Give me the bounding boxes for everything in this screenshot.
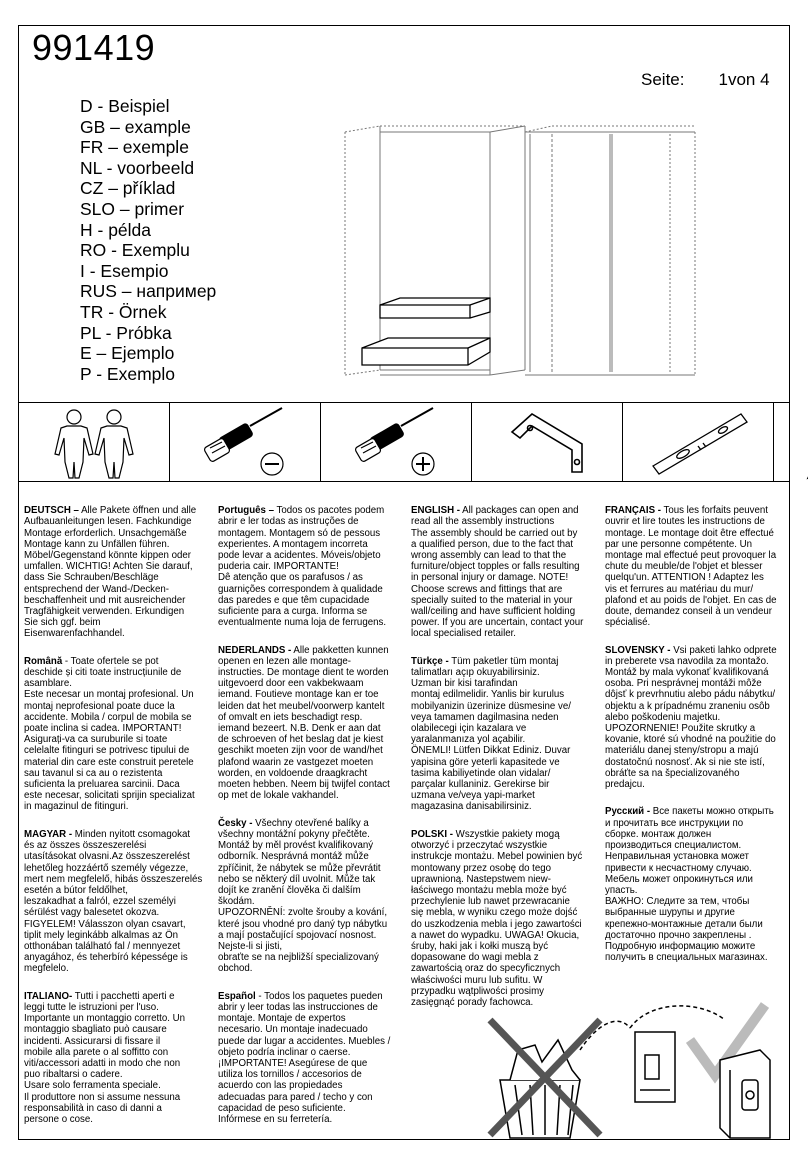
language-item: RO - Exemplu: [80, 240, 190, 261]
warning-title: Česky -: [218, 817, 253, 829]
warning-body: Alle Pakete öffnen und alle Aufbauanleitungen lesen. Fachkundige Montage erforderlich. Unsachgemäße Montage kann zu Unfällen führen. Möbel/Gegenstand könnte kippen oder umfallen. WICHTIG! Achten Sie darauf, dass Sie Schrauben/Beschläge entsprechend der Wand-/Decken- beschaffenheit und mit ausreichender Tragfähigkeit verwenden. Erkundigen Sie sich ggf. beim Eisenwarenfachhandel.: [24, 505, 197, 640]
warning-es: [218, 991, 406, 1125]
language-item: TR - Örnek: [80, 301, 167, 322]
tool-level: [622, 403, 773, 481]
warning-nl: [218, 645, 406, 802]
warning-body: Alle pakketten kunnen openen en lezen alle montage- instructies. De montage dient te worden uitgevoerd door een vakbekwaam iemand. Foutieve montage kan er toe leiden dat het meubel/voorwerp kantelt of omvalt en iets beschadigt resp. iemand bezeert. N.B. Denk er aan dat de schroeven of het beslag dat je kiest geschikt moeten zijn voor de wand/het plafond waarin ze vastgezet moeten worden, en voldoende draagkracht moeten hebben. Neem bij twijfel contact op met de lokale vakhandel.: [218, 644, 390, 802]
warning-pt: [218, 505, 406, 628]
flathead-screwdriver-icon: [170, 404, 320, 480]
tool-bracket: [471, 403, 622, 481]
language-item: D - Beispiel: [80, 96, 170, 116]
warning-body: Všechny otevřené balíky a všechny montážní pokyny přečtěte. Montáž by měl provést kvalifikovaný odborník. Nesprávná montáž může zpříčinit, že nábytek se může převrátit nebo se některý díl uvolnit. Může tak dojít ke zranění člověka či dalším škodám. UPOZORNĚNÍ: zvolte šrouby a kování, které jsou vhodné pro daný typ nábytku a mají postačující spojovací nosnost. Nejste-li si jisti, obraťte se na nejbližší specializovaný obchod.: [218, 817, 388, 975]
language-item: E – Ejemplo: [80, 343, 175, 364]
warning-ro: [24, 656, 214, 813]
warning-title: Português –: [218, 505, 274, 517]
warning-cz: [218, 818, 406, 975]
language-item: PL - Próbka: [80, 322, 172, 343]
warning-sk: [605, 645, 785, 791]
warning-body: Vsi paketi lahko odprete in preberete vsa navodila za montažo. Montáž by mala vykonať kvalifikovaná osoba. Pri nesprávnej montáži môže dôjsť k prevrhnutiu alebo pádu nábytku/ objektu a k prípadnému zraneniu osôb alebo poškodeniu majetku. UPOZORNENIE! Použite skrutky a kovanie, ktoré sú vhodné na použitie do materiálu danej steny/stropu a majú dostatočnú nosnosť. Ak si nie ste istí, obráťte sa na špecializovaného predajcu.: [605, 644, 777, 791]
page-value: 1von 4: [718, 70, 770, 89]
wall-bracket-icon: [472, 404, 622, 480]
language-item: CZ – příklad: [80, 178, 176, 199]
language-item: GB – example: [80, 116, 191, 137]
page-indicator: [641, 70, 770, 90]
warning-column-4: [605, 494, 785, 980]
warning-body: Все пакеты можно открыть и прочитать все инструкции по сборке. монтаж должен производиться специалистом. Неправильная установка может привести к несчастному случаю. Мебель может опрокинуться или упасть. ВАЖНО: Следите за тем, чтобы выбранные шурупы и другие крепежно-монтажные детали были достаточно прочно закреплены . Подробную информацию можите получить в специальных магазинах.: [605, 806, 774, 964]
warning-de: [24, 505, 214, 639]
warning-en: [411, 505, 601, 639]
warning-hu: [24, 829, 214, 975]
warning-title: SLOVENSKY -: [605, 644, 671, 656]
tools-strip: [18, 402, 790, 482]
warning-tr: [411, 656, 601, 813]
language-item: I - Esempio: [80, 260, 169, 281]
warning-body: Tous les forfaits peuvent ouvrir et lire toutes les instructions de montage. Le montage doit être effectué par une personne compétente. Un montage mal effectué peut provoquer la chute du meuble/de l'objet et blesser quelqu'un. ATTENTION ! Adaptez les vis et ferrures au matériau du mur/ plafond et au poids de l'objet. En cas de doute, demandez conseil à un vendeur spécialisé.: [605, 505, 777, 629]
language-item: NL - voorbeeld: [80, 157, 195, 178]
language-item: SLO – primer: [80, 198, 185, 219]
tool-phillips: [320, 403, 471, 481]
warning-body: Wszystkie pakiety mogą otworzyć i przeczytać wszystkie instrukcje montażu. Mebel powinien być montowany przez osobę do tego uprawnioną. Nastepstwem niew- łaściwego montażu mebla może być przechylenie lub nawet przewracanie się mebla, w wyniku czego może dojść do uszkodzenia mebla i jego zawartości a nawet do wypadku. UWAGA! Okucia, śruby, haki jak i kołki muszą być dopasowane do wagi mebla z zawartością oraz do specyficznych właściwości muru lub sufitu. W przypadku wątpliwości prosimy zasięgnąć porady fachowca.: [411, 828, 583, 1008]
warning-body: Minden nyitott csomagokat és az összes összeszerelési utasításokat olvasni.Az összeszerelést lehetőleg hozzáértő személy végezze, mert nem megfelelő, hibás összeszerelés esetén a bútor feldőlhet, leszakadhat a falról, ezzel személyi sérülést vagy balesetet okozva. FIGYELEM! Válasszon olyan csavart, tiplit mely leginkább alkalmas az Ön otthonában található fal / mennyezet anyagához, és teherbíró képessége is megfelelo.: [24, 828, 203, 975]
warning-column-1: [24, 494, 214, 1141]
keep-instructions-illustration: [480, 1000, 780, 1140]
warning-title: NEDERLANDS -: [218, 644, 292, 656]
warning-title: FRANÇAIS -: [605, 505, 661, 517]
spirit-level-icon: [623, 404, 773, 480]
binder-icon: [720, 1050, 770, 1138]
warning-body: - Todos los paquetes pueden abrir y leer todas las instrucciones de montaje. Montaje de expertos necesario. Un montaje inadecuado puede dar lugar a accidentes. Muebles / objeto podría inclinar o caerse. ¡IMPORTANTE! Asegúrese de que utiliza los tornillos / accesorios de acuerdo con las propiedades adecuadas para pared / techo y con capacidad de peso suficiente. Infórmese en su ferretería.: [218, 990, 391, 1125]
warning-title: MAGYAR -: [24, 828, 73, 840]
language-item: FR – exemple: [80, 137, 189, 158]
warning-title: ITALIANO-: [24, 990, 73, 1002]
tool-persons: [18, 403, 169, 481]
warning-title: POLSKI -: [411, 828, 453, 840]
language-list: [80, 96, 216, 384]
phillips-screwdriver-icon: [321, 404, 471, 480]
warning-title: ENGLISH -: [411, 505, 460, 517]
warning-it: [24, 991, 214, 1125]
document-number: 991419: [32, 27, 156, 68]
warning-body: All packages can open and read all the assembly instructions The assembly should be carried out by a qualified person, due to the fact that wrong assembly can lead to that the furniture/object topples or falls resulting in personal injury or damage. NOTE! Choose screws and fittings that are specially suited to the material in your wall/ceiling and have sufficient holding power. If you are uncertain, contact your local specialised retailer.: [411, 505, 584, 640]
language-item: RUS – например: [80, 281, 217, 302]
warning-ru: [605, 806, 785, 963]
warning-body: Tüm paketler tüm montaj talimatları açıp okuyabilirsiniz. Uzman bir kisi tarafindan montaj edilmelidir. Yanlis bir kurulus mobilyanizin üzerinize düsmesine ve/ veya tamamen dagilmasina neden olabilecegi için kazalara ve yaralanmanıza yol açabilir. ÖNEMLI! Lütfen Dikkat Ediniz. Duvar yapisina göre yeterli kapasitede ve tasima kabiliyetinde olan vidalar/ parçalar kullaniniz. Gerekirse bir uzmana ve/veya yapi-market magazasina danisabilirsiniz.: [411, 655, 571, 813]
warning-fr: [605, 505, 785, 628]
instruction-sheet-icon: [635, 1032, 675, 1102]
tool-pencil: [773, 403, 808, 481]
warning-title: Русский -: [605, 806, 651, 818]
language-item: H - példa: [80, 219, 152, 240]
tool-flathead: [169, 403, 320, 481]
page-label: Seite:: [641, 70, 685, 89]
warning-column-2: [218, 494, 406, 1141]
language-item: P - Exemplo: [80, 363, 175, 384]
warning-body: Tutti i pacchetti aperti e leggi tutte le istruzioni per l'uso. Importante un montaggio corretto. Un montaggio sbagliato può causare incidenti. Assicurarsi di fissare il mobile alla parete o al soffitto con viti/accessori adatti in modo che non puo ribaltarsi o cadere. Usare solo ferramenta speciale. Il produttore non si assume nessuna responsabilità in caso di danni a persone o cose.: [24, 990, 186, 1125]
warning-title: Türkçe -: [411, 655, 449, 667]
wardrobe-illustration: [340, 120, 700, 390]
two-persons-icon: [19, 404, 169, 480]
pencil-icon: [774, 404, 808, 480]
warning-pl: [411, 829, 601, 1008]
warning-title: Español: [218, 990, 256, 1002]
warning-body: - Toate ofertele se pot deschide și citi toate instrucțiunile de asamblare. Este necesar un montaj profesional. Un montaj neprofesional poate duce la accidente. Mobila / corpul de mobila se poate inclina si cadea. IMPORTANT! Asigurați-va ca suruburile si toate celelalte fitinguri se potrivesc tipului de material din care este construit peretele sau tavanul si ca au o rezistenta suficienta la preluarea sarcinii. Daca este necesar, solicitati sprijin specializat in magazinul de fitinguri.: [24, 655, 195, 813]
warning-column-3: [411, 494, 601, 1024]
warning-title: DEUTSCH –: [24, 505, 79, 517]
warning-body: Todos os pacotes podem abrir e ler todas as instruções de montagem. Montagem só de pessous experientes. A montagem incorreta pode levar a acidentes. Móveis/objeto puderia cair. IMPORTANTE! Dê atenção que os parafusos / as guarnições correspondem à qualidade das paredes e que têm cupacidade suficiente para a curga. Informa se eventualmente numa loja de ferrugens.: [218, 505, 387, 629]
warning-title: Română: [24, 655, 63, 667]
